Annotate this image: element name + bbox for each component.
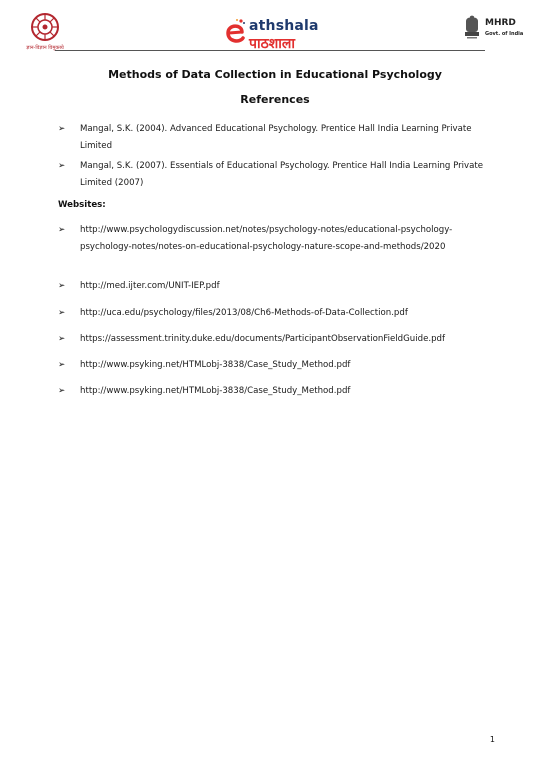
websites-heading: Websites:: [58, 200, 106, 210]
bullet-arrow-icon: ➢: [58, 334, 66, 344]
website-link[interactable]: http://www.psyking.net/HTMLobj-3838/Case_Study_Method.pdf: [80, 360, 351, 370]
bullet-arrow-icon: ➢: [58, 225, 66, 235]
reference-text: Mangal, S.K. (2007). Essentials of Educational Psychology. Prentice Hall India Learning Private Limited (2007): [80, 161, 484, 188]
bullet-arrow-icon: ➢: [58, 281, 66, 291]
mhrd-title: MHRD: [485, 18, 516, 28]
bullet-arrow-icon: ➢: [58, 161, 66, 171]
bullet-arrow-icon: ➢: [58, 360, 66, 370]
bullet-arrow-icon: ➢: [58, 124, 66, 134]
national-emblem-icon: [463, 14, 481, 44]
epathshala-logo: [224, 12, 334, 52]
page-header: [0, 0, 550, 56]
website-link[interactable]: https://assessment.trinity.duke.edu/documents/ParticipantObservationFieldGuide.pdf: [80, 334, 446, 344]
header-divider: [55, 50, 485, 51]
brand-latin: athshala: [249, 18, 319, 34]
mhrd-subtitle: Govt. of India: [485, 31, 524, 37]
epathshala-e-icon: [224, 18, 246, 48]
website-link[interactable]: http://med.ijter.com/UNIT-IEP.pdf: [80, 281, 220, 291]
bullet-arrow-icon: ➢: [58, 386, 66, 396]
website-link[interactable]: http://www.psyking.net/HTMLobj-3838/Case_Study_Method.pdf: [80, 386, 351, 396]
reference-text: Mangal, S.K. (2004). Advanced Educational Psychology. Prentice Hall India Learning Private Limited: [80, 124, 472, 151]
document-title: Methods of Data Collection in Educational Psychology: [108, 68, 442, 81]
website-link[interactable]: http://uca.edu/psychology/files/2013/08/Ch6-Methods-of-Data-Collection.pdf: [80, 308, 408, 318]
page-number: 1: [489, 735, 495, 744]
references-heading: References: [240, 93, 310, 106]
website-link[interactable]: http://www.psychologydiscussion.net/notes/psychology-notes/educational-psychology-psychology-notes/notes-on-educational-psychology-nature-scope-and-methods/2020: [80, 225, 453, 252]
brand-hindi: पाठशाला: [249, 36, 295, 52]
bullet-arrow-icon: ➢: [58, 308, 66, 318]
left-logo-caption: ज्ञान-विज्ञान विमुक्तये: [26, 45, 64, 51]
